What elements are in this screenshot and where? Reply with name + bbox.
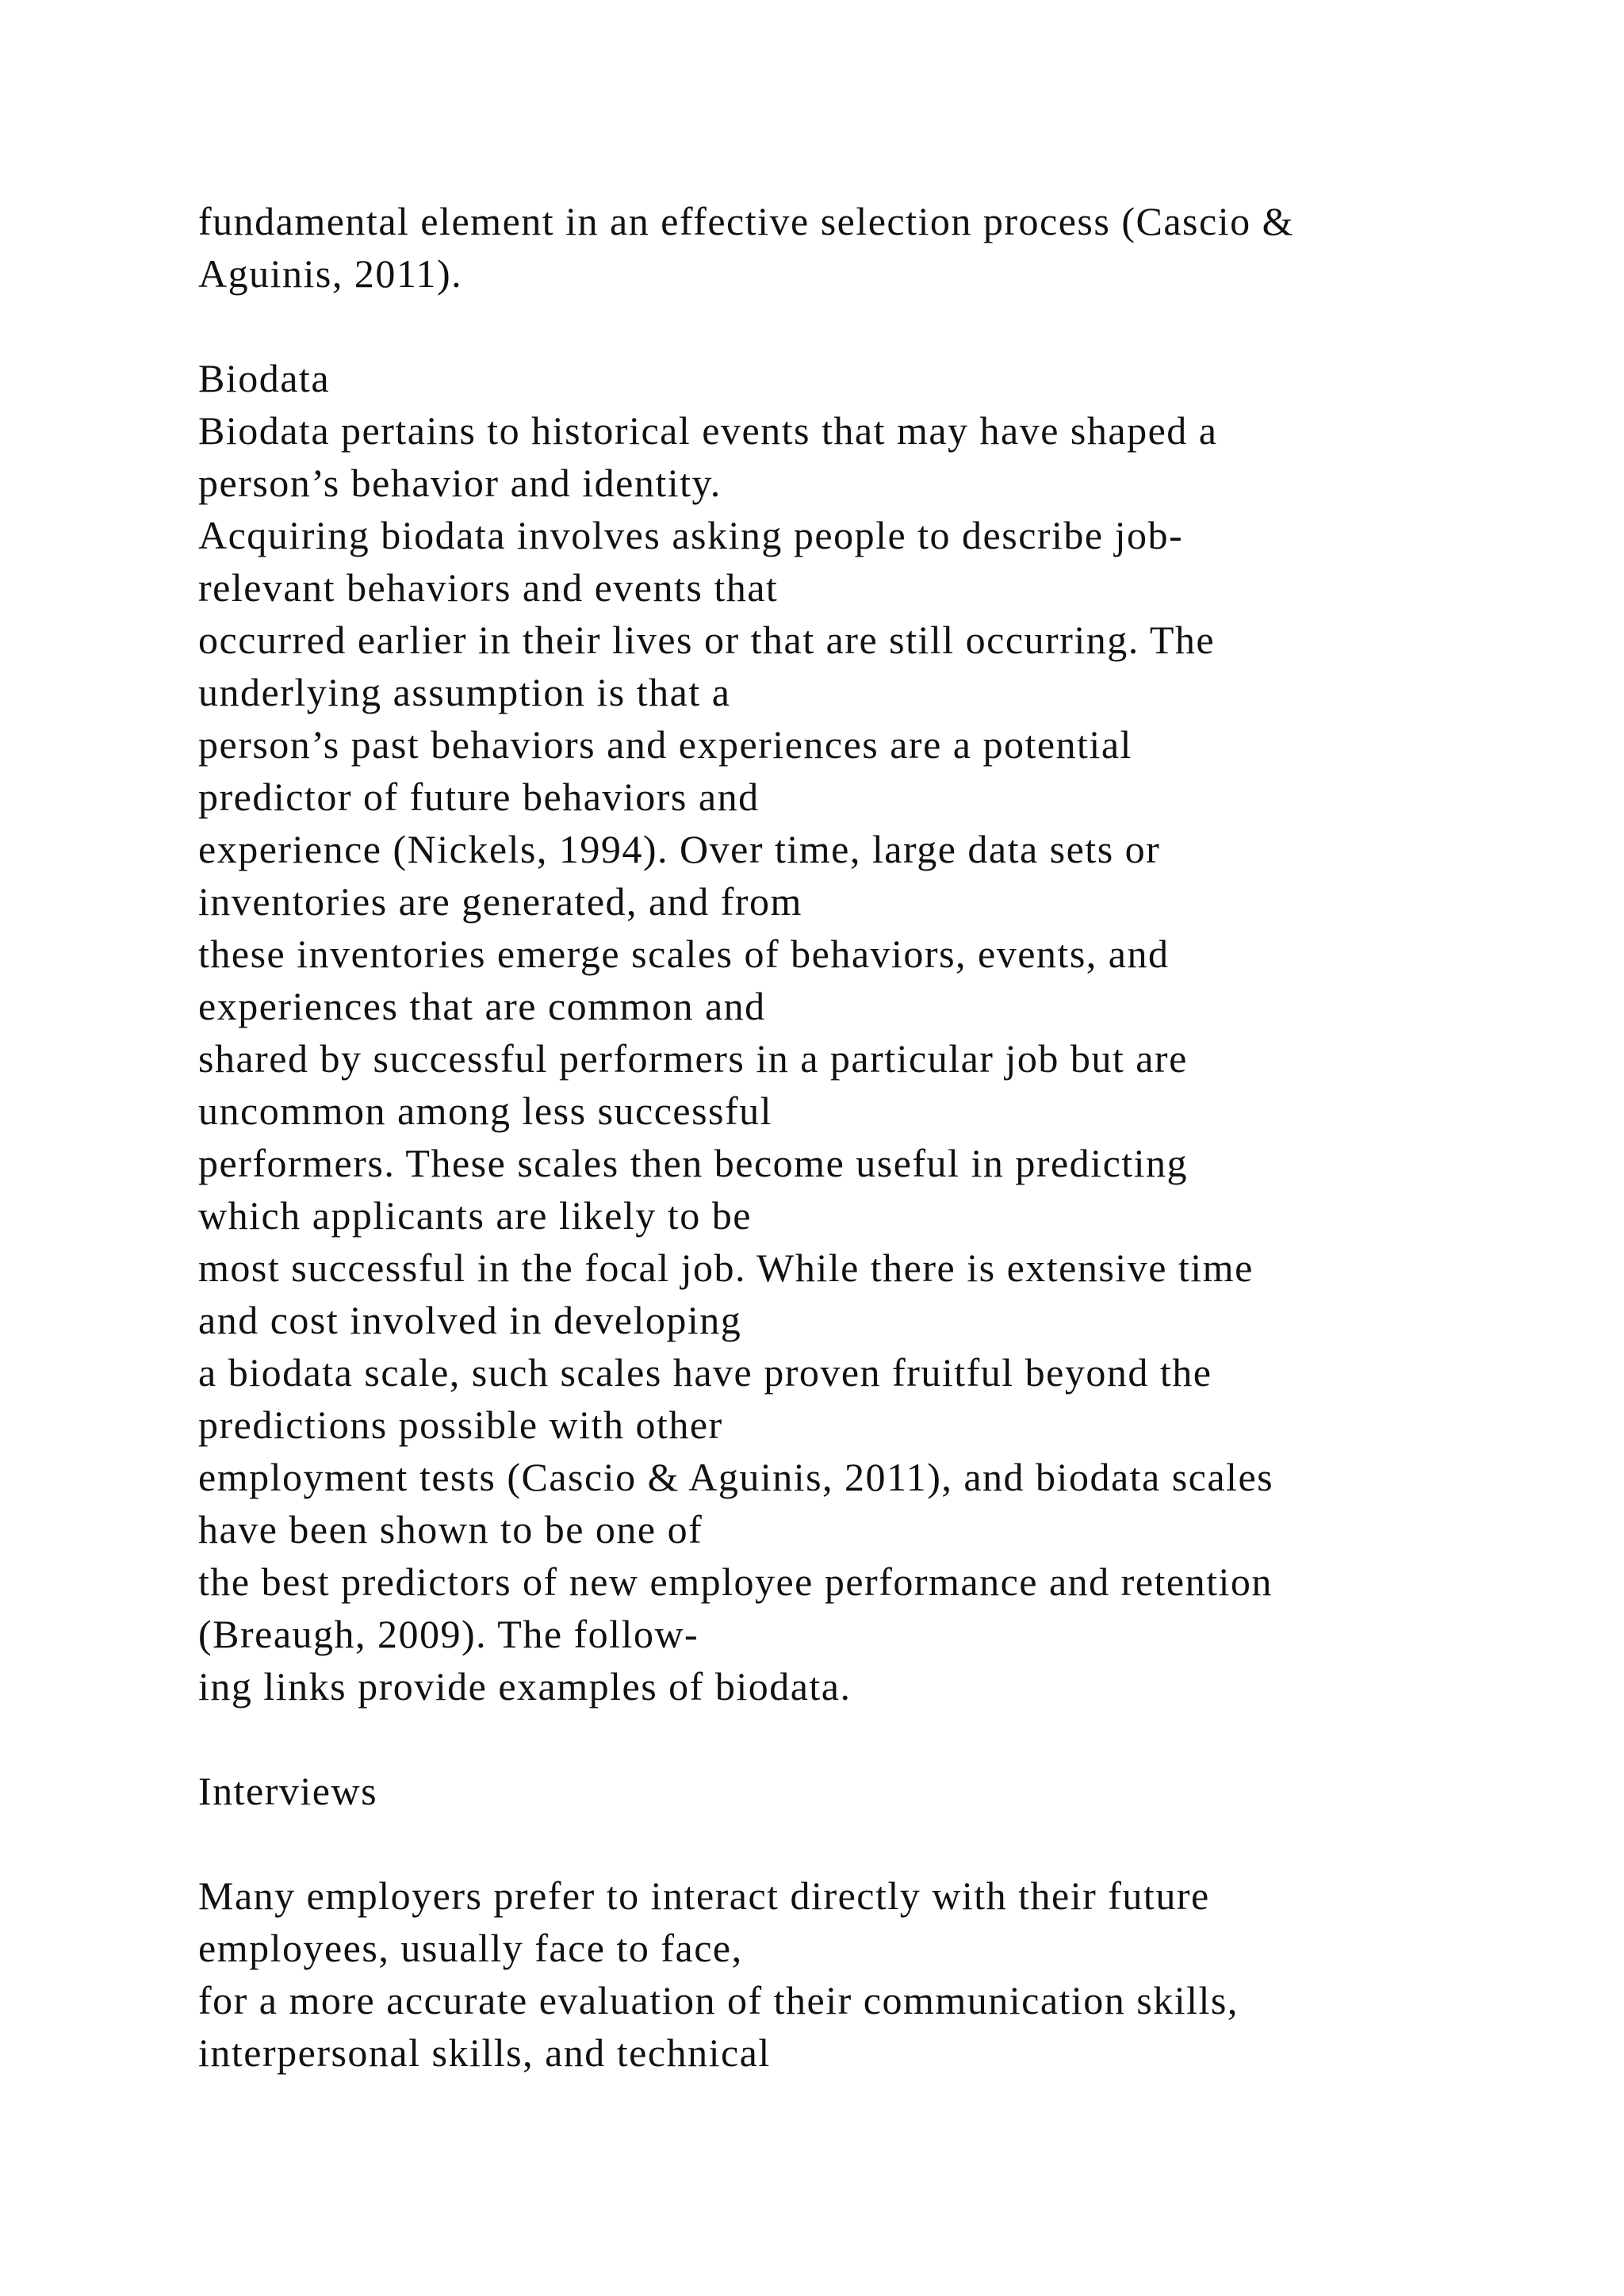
text-line: these inventories emerge scales of behaviors, events, and [198, 932, 1170, 976]
text-line: uncommon among less successful [198, 1089, 773, 1133]
text-line: (Breaugh, 2009). The follow- [198, 1612, 699, 1656]
text-line: fundamental element in an effective selection process (Cascio & [198, 199, 1294, 243]
text-line: for a more accurate evaluation of their communication skills, [198, 1978, 1239, 2022]
text-line: ing links provide examples of biodata. [198, 1664, 852, 1709]
text-line: predictions possible with other [198, 1402, 723, 1447]
text-line: Acquiring biodata involves asking people to describe job- [198, 513, 1184, 557]
text-line: underlying assumption is that a [198, 670, 731, 714]
text-line: the best predictors of new employee performance and retention [198, 1559, 1273, 1604]
text-line: most successful in the focal job. While there is extensive time [198, 1246, 1254, 1290]
text-line: experience (Nickels, 1994). Over time, large data sets or [198, 827, 1161, 871]
text-line: inventories are generated, and from [198, 879, 802, 924]
section-heading-biodata: Biodata [198, 356, 331, 400]
text-line: occurred earlier in their lives or that are still occurring. The [198, 618, 1216, 662]
text-line: predictor of future behaviors and [198, 775, 760, 819]
text-line: shared by successful performers in a particular job but are [198, 1036, 1188, 1081]
text-line: Aguinis, 2011). [198, 251, 463, 296]
text-line: relevant behaviors and events that [198, 565, 779, 610]
text-line: interpersonal skills, and technical [198, 2030, 771, 2075]
text-line: and cost involved in developing [198, 1298, 742, 1342]
text-line: employees, usually face to face, [198, 1926, 743, 1970]
text-line: Biodata pertains to historical events that may have shaped a [198, 408, 1218, 453]
text-line: have been shown to be one of [198, 1507, 703, 1552]
text-line: Many employers prefer to interact directly with their future [198, 1873, 1210, 1918]
text-line: which applicants are likely to be [198, 1193, 752, 1238]
section-heading-interviews: Interviews [198, 1769, 378, 1813]
text-line: person’s past behaviors and experiences are a potential [198, 722, 1132, 767]
text-line: experiences that are common and [198, 984, 766, 1028]
text-line: employment tests (Cascio & Aguinis, 2011), and biodata scales [198, 1455, 1274, 1499]
text-line: performers. These scales then become useful in predicting [198, 1141, 1189, 1185]
text-line: a biodata scale, such scales have proven fruitful beyond the [198, 1350, 1212, 1395]
text-line: person’s behavior and identity. [198, 461, 722, 505]
